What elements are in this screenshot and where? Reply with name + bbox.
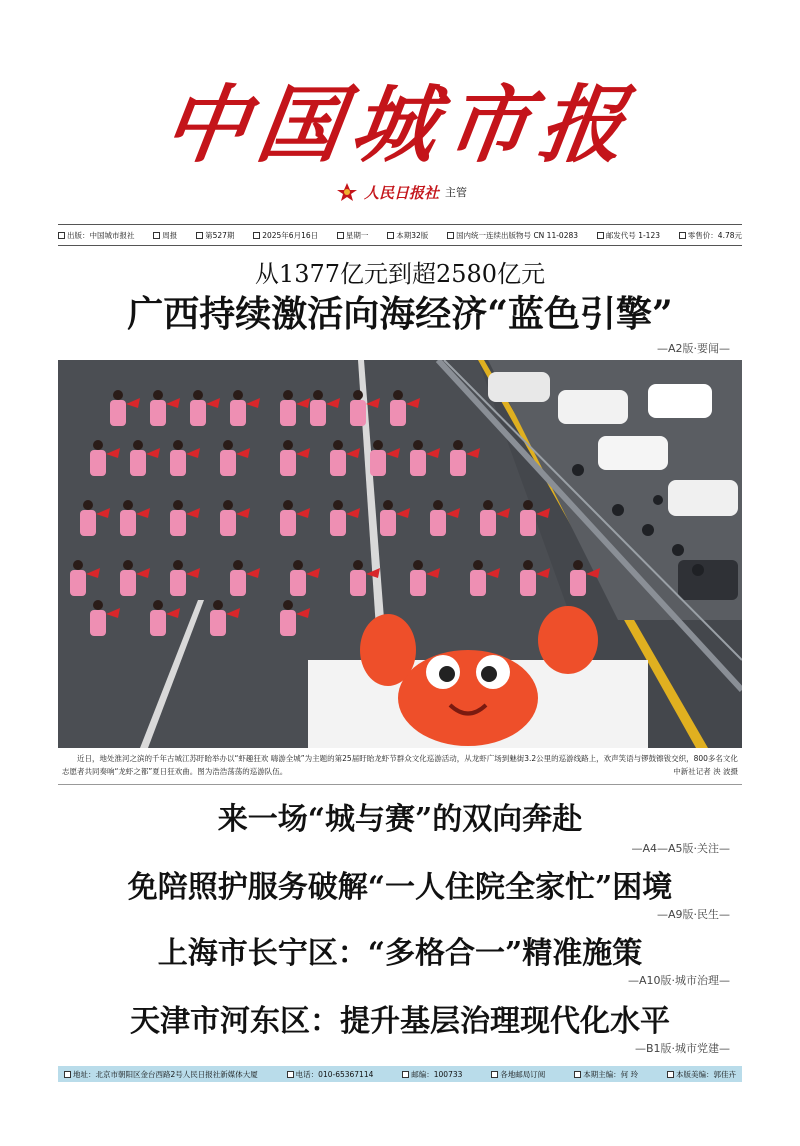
performer-head [413, 560, 423, 570]
performer-figure [280, 610, 296, 636]
lead-headline[interactable]: 广西持续激活向海经济“蓝色引擎” [127, 293, 673, 335]
performer-figure [330, 510, 346, 536]
publisher-role: 主管 [445, 186, 468, 199]
performer-figure [350, 400, 366, 426]
performer-head [73, 560, 83, 570]
issue-postal-code: 邮发代号 1-123 [597, 230, 660, 241]
performer-head [223, 500, 233, 510]
performer-figure [230, 570, 246, 596]
lead-photo [58, 360, 742, 748]
photo-caption [62, 752, 738, 778]
performer-figure [470, 570, 486, 596]
footer-bar [58, 1066, 742, 1082]
performer-head [373, 440, 383, 450]
performer-head [333, 440, 343, 450]
performer-figure [110, 400, 126, 426]
performer-figure [150, 610, 166, 636]
performer-head [393, 390, 403, 400]
performer-head [173, 560, 183, 570]
performer-figure [380, 510, 396, 536]
performer-figure [80, 510, 96, 536]
performer-figure [280, 450, 296, 476]
performer-figure [280, 400, 296, 426]
story-headline-4[interactable]: 天津市河东区：提升基层治理现代化水平 [130, 1004, 670, 1039]
performer-head [283, 440, 293, 450]
performer-head [473, 560, 483, 570]
performer-figure [520, 510, 536, 536]
performer-figure [130, 450, 146, 476]
performer-figure [370, 450, 386, 476]
footer-postcode: 邮编：100733 [402, 1069, 462, 1080]
performer-head [123, 500, 133, 510]
performer-head [433, 500, 443, 510]
footer-subscription: 各地邮局订阅 [491, 1069, 545, 1080]
performer-head [523, 560, 533, 570]
performer-figure [310, 400, 326, 426]
performer-figure [570, 570, 586, 596]
performer-figure [170, 450, 186, 476]
lead-section-ref: —A2版·要闻— [656, 342, 730, 355]
performer-figure [210, 610, 226, 636]
footer-address: 地址：北京市朝阳区金台西路2号人民日报社新媒体大厦 [64, 1069, 258, 1080]
performer-head [233, 560, 243, 570]
performer-head [453, 440, 463, 450]
performer-figure [90, 610, 106, 636]
footer-chief-editor: 本期主编：何 玲 [574, 1069, 638, 1080]
story-headline-2[interactable]: 免陪照护服务破解“一人住院全家忙”困境 [127, 870, 673, 905]
issue-frequency: 周报 [153, 230, 177, 241]
performer-figure [410, 570, 426, 596]
issue-date: 2025年6月16日 [253, 230, 318, 241]
footer-phone: 电话：010-65367114 [287, 1069, 374, 1080]
performer-head [153, 600, 163, 610]
photo-credit: 中新社记者 泱 波摄 [667, 765, 738, 778]
performer-head [93, 440, 103, 450]
performer-figure [480, 510, 496, 536]
performer-head [223, 440, 233, 450]
performer-head [413, 440, 423, 450]
performer-figure [390, 400, 406, 426]
performer-figure [70, 570, 86, 596]
story-section-1: —A4—A5版·关注— [631, 842, 730, 855]
performer-figure [220, 450, 236, 476]
divider [58, 784, 742, 785]
performer-head [153, 390, 163, 400]
performer-head [283, 390, 293, 400]
performer-head [353, 560, 363, 570]
performer-figure [170, 510, 186, 536]
performer-head [133, 440, 143, 450]
performer-head [123, 560, 133, 570]
story-headline-1[interactable]: 来一场“城与赛”的双向奔赴 [217, 802, 583, 837]
performer-head [353, 390, 363, 400]
performer-figure [330, 450, 346, 476]
performer-head [573, 560, 583, 570]
issue-number: 第527期 [196, 230, 234, 241]
performer-head [293, 560, 303, 570]
people-daily-logo-icon [336, 181, 358, 203]
performer-figure [280, 510, 296, 536]
performer-figure [290, 570, 306, 596]
performer-head [93, 600, 103, 610]
performer-figure [120, 570, 136, 596]
story-section-3: —A10版·城市治理— [627, 974, 730, 987]
performer-head [193, 390, 203, 400]
issue-weekday: 星期一 [337, 230, 369, 241]
story-headline-3[interactable]: 上海市长宁区：“多格合一”精准施策 [157, 936, 643, 971]
issue-info-bar [58, 224, 742, 246]
performer-head [173, 440, 183, 450]
issue-price: 零售价：4.78元 [679, 230, 742, 241]
performer-head [333, 500, 343, 510]
performer-head [283, 500, 293, 510]
performer-figure [90, 450, 106, 476]
performer-head [173, 500, 183, 510]
performer-figure [170, 570, 186, 596]
performer-figure [230, 400, 246, 426]
performer-figure [520, 570, 536, 596]
performer-head [113, 390, 123, 400]
performer-head [283, 600, 293, 610]
performer-head [233, 390, 243, 400]
performer-head [313, 390, 323, 400]
performer-head [483, 500, 493, 510]
story-section-4: —B1版·城市党建— [634, 1042, 730, 1055]
caption-text: 近日，地处淮河之滨的千年古城江苏盱眙举办以“虾趣狂欢 嗨游全城”为主题的第25届盱眙龙虾节群众文化巡游活动，从龙虾广场到魅街3.2公里的巡游线路上，欢声笑语与锣鼓镲钹交织，800多名文化志愿者共同奏响“龙虾之都”夏日狂欢曲。图为浩浩荡荡的巡游队伍。 [62, 754, 738, 776]
publisher [336, 180, 467, 204]
issue-cn-number: 国内统一连续出版物号 CN 11-0283 [447, 230, 578, 241]
performer-figure [190, 400, 206, 426]
performer-head [83, 500, 93, 510]
masthead [0, 40, 800, 210]
footer-art-editor: 本版美编：郭佳卉 [667, 1069, 736, 1080]
performer-figure [410, 450, 426, 476]
issue-pages: 本期32版 [387, 230, 428, 241]
performer-head [383, 500, 393, 510]
story-section-2: —A9版·民生— [656, 908, 730, 921]
publisher-name: 人民日报社 [364, 183, 440, 202]
performer-head [213, 600, 223, 610]
lead-subhead: 从1377亿元到超2580亿元 [254, 260, 546, 288]
parade-photo-illustration [58, 360, 742, 748]
issue-publisher: 出版：中国城市报社 [58, 230, 135, 241]
performer-figure [350, 570, 366, 596]
performer-figure [220, 510, 236, 536]
performer-figure [150, 400, 166, 426]
performer-figure [120, 510, 136, 536]
performer-figure [450, 450, 466, 476]
performer-head [523, 500, 533, 510]
newspaper-title: 中国城市报 [157, 75, 642, 174]
performer-figure [430, 510, 446, 536]
